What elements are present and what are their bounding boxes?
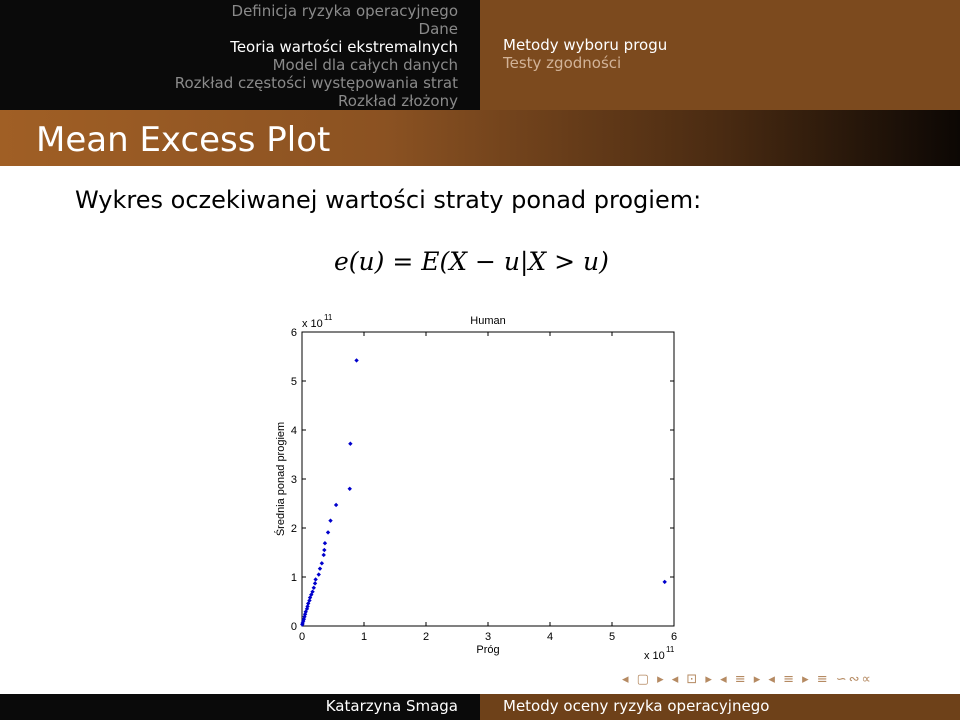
mean-excess-chart: [270, 305, 690, 665]
nav-section-1[interactable]: Definicja ryzyka operacyjnego: [231, 2, 458, 20]
y-exponent: 11: [324, 313, 333, 322]
x-multiplier: x 10: [644, 650, 665, 662]
x-tick-label: 0: [298, 631, 306, 643]
x-exponent: 11: [666, 645, 675, 654]
y-tick-label: 1: [290, 572, 297, 584]
x-tick-label: 6: [670, 631, 678, 643]
section-nav: [0, 0, 480, 110]
nav-section-5[interactable]: Rozkład częstości występowania strat: [174, 74, 458, 92]
footer-author: Katarzyna Smaga: [0, 694, 480, 720]
nav-section-2[interactable]: Dane: [418, 20, 458, 38]
x-tick-label: 3: [484, 631, 492, 643]
beamer-navigation-icons[interactable]: ◂ ▢ ▸ ◂ ⊡ ▸ ◂ ≡ ▸ ◂ ≡ ▸ ≡ ∽∾∝: [622, 672, 873, 687]
chart-title: Human: [470, 315, 506, 327]
y-tick-label: 0: [290, 621, 297, 633]
nav-section-6[interactable]: Rozkład złożony: [338, 92, 458, 110]
y-tick-label: 3: [290, 474, 297, 486]
intro-text: Wykres oczekiwanej wartości straty ponad progiem:: [75, 186, 702, 214]
x-axis-label: Próg: [476, 644, 500, 656]
frame-title-bar: [0, 110, 960, 166]
formula: e(u) = E(X − u|X > u): [334, 247, 609, 276]
frame-title: Mean Excess Plot: [36, 120, 331, 160]
y-axis-label: Średnia ponad progiem: [275, 421, 287, 537]
nav-subsection-1[interactable]: Metody wyboru progu: [503, 36, 668, 54]
nav-section-3[interactable]: Teoria wartości ekstremalnych: [230, 38, 458, 56]
x-tick-label: 4: [546, 631, 554, 643]
y-tick-label: 6: [290, 327, 297, 339]
x-tick-label: 2: [422, 631, 430, 643]
y-tick-label: 5: [290, 376, 297, 388]
y-multiplier: x 10: [302, 318, 323, 330]
footer: [0, 694, 960, 720]
plot-area: [302, 332, 674, 626]
footer-title: Metody oceny ryzyka operacyjnego: [480, 694, 960, 720]
subsection-nav: [480, 0, 960, 110]
nav-section-4[interactable]: Model dla całych danych: [272, 56, 458, 74]
nav-subsection-2[interactable]: Testy zgodności: [503, 54, 622, 72]
header-nav: [0, 0, 960, 110]
y-tick-label: 4: [290, 425, 297, 437]
x-tick-label: 5: [608, 631, 616, 643]
x-tick-label: 1: [360, 631, 368, 643]
y-tick-label: 2: [290, 523, 297, 535]
